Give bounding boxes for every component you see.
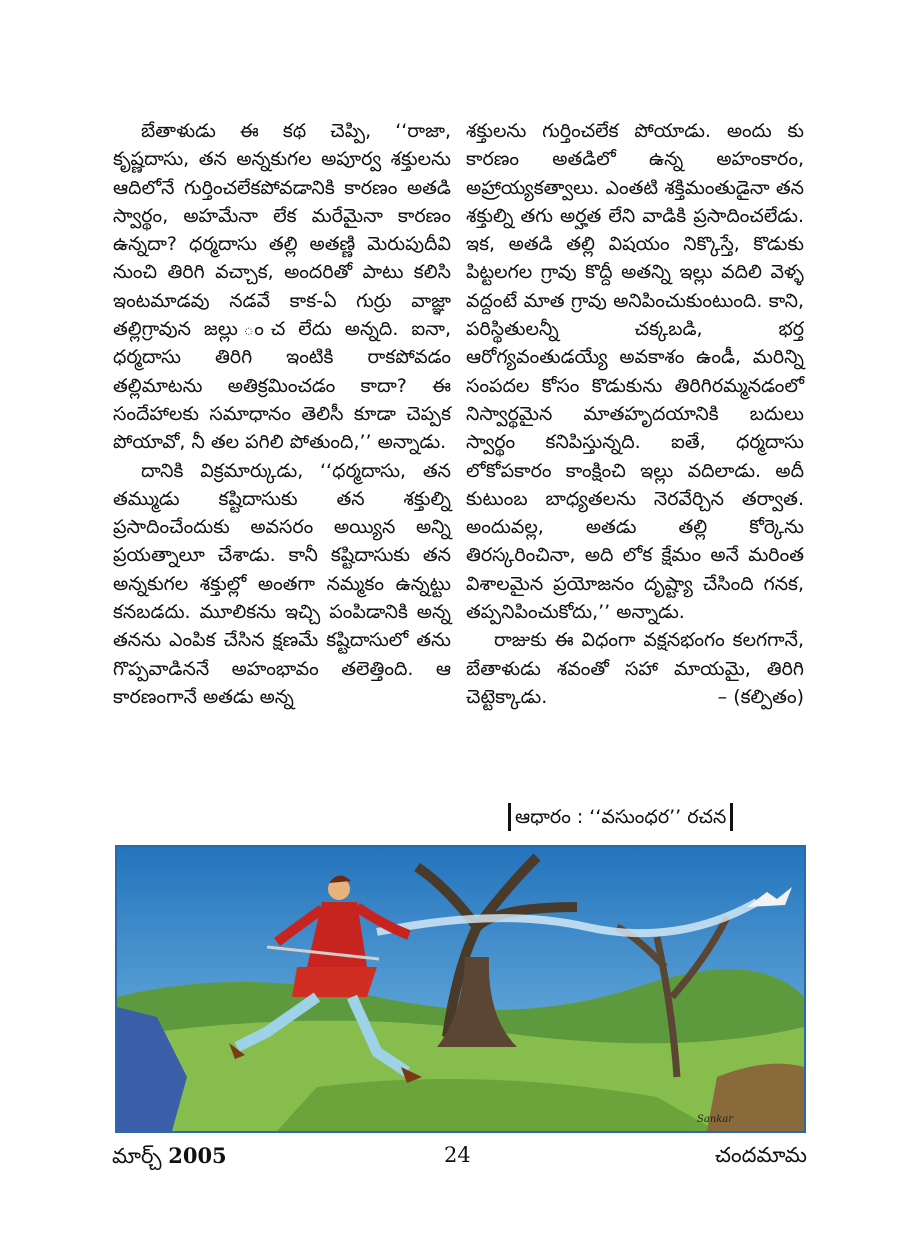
right-text-column bbox=[466, 117, 804, 711]
page-footer bbox=[0, 1143, 919, 1175]
illustration-drawing bbox=[117, 847, 804, 1131]
page-number: 24 bbox=[444, 1143, 471, 1167]
credit-note: – (కల్పితం) bbox=[717, 685, 804, 708]
right-paragraph-1: శక్తులను గుర్తించలేక పోయాడు. అందు కు కారణం అతడిలో ఉన్న అహంకారం, అహ్రాయ్యకత్వాలు. ఎంతటి శక్తిమంతుడైనా తన శక్తుల్ని తగు అర్హత లేని వాడికి ప్రసాదించలేడు. ఇక, అతడి తల్లి విషయం నిక్కొస్తే, కొడుకు పిట్టలగల గ్రావు కొద్దీ అతన్ని ఇల్లు వదిలి వెళ్ళ వద్దంటే మాత గ్రావు అనిపించుకుంటుంది. కాని, పరిస్థితులన్నీ చక్కబడి, భర్త ఆరోగ్యవంతుడయ్యే అవకాశం ఉండీ, మరిన్ని సంపదల కోసం కొడుకును తిరిగిరమ్మనడంలో నిస్వార్థమైన మాతహృదయానికి బదులు స్వార్థం కనిపిస్తున్నది. ఐతే, ధర్మదాసు లోకోపకారం కాంక్షించి ఇల్లు వదిలాడు. అదీ కుటుంబ బాధ్యతలను నెరవేర్చిన తర్వాత. అందువల్ల, అతడు తల్లి కోర్కెను తిరస్కరించినా, అది లోక క్షేమం అనే మరింత విశాలమైన ప్రయోజనం దృష్ట్యా చేసింది గనక, తప్పనిపించుకోదు,’’ అన్నాడు. bbox=[466, 120, 804, 624]
footer-year: 2005 bbox=[168, 1143, 227, 1168]
story-ending-text: రాజుకు ఈ విధంగా వక్షనభంగం కలగగానే, బేతాళుడు శవంతో సహా మాయమై, తిరిగి చెట్టెక్కాడు. bbox=[466, 629, 804, 708]
story-illustration bbox=[115, 845, 806, 1133]
right-paragraph-2 bbox=[466, 626, 804, 711]
left-paragraph-2: దానికి విక్రమార్కుడు, ‘‘ధర్మదాసు, తన తమ్ముడు కష్టిదాసుకు తన శక్తుల్ని ప్రసాదించేందుకు అవసరం అయ్యిన అన్ని ప్రయత్నాలూ చేశాడు. కానీ కష్టిదాసుకు తన అన్నకుగల శక్తుల్లో అంతగా నమ్మకం ఉన్నట్టు కనబడదు. మూలికను ఇచ్చి పంపిడానికి అన్న తనను ఎంపిక చేసిన క్షణమే కష్టిదాసులో తను గొప్పవాడిననే అహంభావం తలెత్తింది. ఆ కారణంగానే అతడు అన్న bbox=[113, 459, 451, 708]
magazine-name: చందమామ bbox=[715, 1143, 807, 1167]
footer-date bbox=[112, 1143, 227, 1174]
source-note: ఆధారం : ‘‘వసుంధర’’ రచన bbox=[508, 803, 733, 831]
left-text-column bbox=[113, 117, 451, 711]
footer-month: మార్చ్ bbox=[112, 1144, 162, 1168]
artist-signature: Sankar bbox=[697, 1114, 734, 1125]
left-paragraph-1: బేతాళుడు ఈ కథ చెప్పి, ‘‘రాజా, కృష్ణదాసు, తన అన్నకుగల అపూర్వ శక్తులను ఆదిలోనే గుర్తించలేకపోవడానికి కారణం అతడి స్వార్థం, అహమేనా లేక మరేమైనా కారణం ఉన్నదా? ధర్మదాసు తల్లి అతణ్ణి మెరుపుదీవి నుంచి తిరిగి వచ్చాక, అందరితో పాటు కలిసి ఇంటమాడవు నడవే కాక-ఏ గుర్రు వాజ్ఞా తల్లిగ్రావున జల్లు ంచ లేదు అన్నది. ఐనా, ధర్మదాసు తిరిగి ఇంటికి రాకపోవడం తల్లిమాటను అతిక్రమించడం కాదా? ఈ సందేహాలకు సమాధానం తెలిసీ కూడా చెప్పక పోయావో, నీ తల పగిలి పోతుంది,’’ అన్నాడు. bbox=[113, 120, 451, 454]
